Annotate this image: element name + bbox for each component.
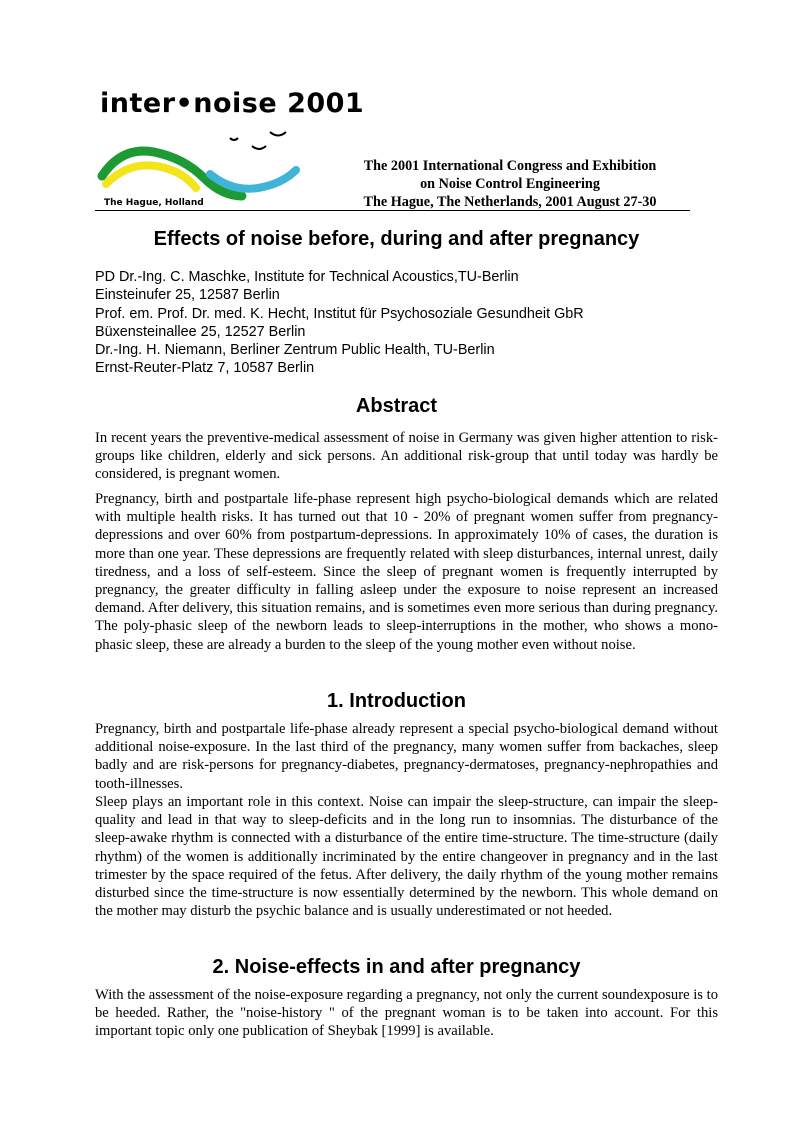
- abstract-paragraph-1: In recent years the preventive-medical assessment of noise in Germany was given higher attention to risk-groups like children, elderly and sick persons. An additional risk-group that until today was hardly be considered, is pregnant women.: [95, 430, 718, 483]
- header-divider: [95, 210, 690, 211]
- abstract-paragraph-2: Pregnancy, birth and postpartale life-phase represent high psycho-biological demands which are related with multiple health risks. It has turned out that 10 - 20% of pregnant women suffer from pregnancy-depressions and over 60% from postpartum-depressions. In approximately 10% of cases, the duration is more than one year. These depressions are frequently related with sleep disturbances, internal unrest, daily tiredness, and a loss of self-esteem. Since the sleep of pregnant women is frequently interrupted by pregnancy, the greater difficulty in falling asleep under the exposure to noise represent an increased demand. After delivery, this situation remains, and is sometimes even more serious than during pregnancy. The poly-phasic sleep of the newborn leads to sleep-interruptions in the mother, who shows a mono-phasic sleep, these are already a burden to the sleep of the young mother even without noise.: [95, 491, 718, 653]
- introduction-paragraph-1: Pregnancy, birth and postpartale life-phase already represent a special psycho-biological demand without additional noise-exposure. In the last third of the pregnancy, many women suffer from backaches, sleep badly and are risk-persons for pregnancy-diabetes, pregnancy-dermatoses, pregnancy-nephropathies and tooth-illnesses.: [95, 721, 718, 792]
- wave-logo-icon: [92, 126, 324, 206]
- section-2-heading: 2. Noise-effects in and after pregnancy: [212, 956, 581, 978]
- author-block: [95, 268, 715, 378]
- section-2-paragraph-1: With the assessment of the noise-exposure regarding a pregnancy, not only the current soundexposure is to be heeded. Rather, the "noise-history " of the pregnant woman is to be taken into account. For this important topic only one publication of Sheybak [1999] is available.: [95, 987, 718, 1040]
- author-line: PD Dr.-Ing. C. Maschke, Institute for Technical Acoustics,TU-Berlin: [95, 269, 519, 285]
- logo-title: inter•noise 2001: [100, 88, 365, 119]
- author-line: Einsteinufer 25, 12587 Berlin: [95, 287, 280, 304]
- paper-title: Effects of noise before, during and after pregnancy: [153, 228, 640, 250]
- conference-info: [338, 157, 682, 211]
- introduction-paragraph-2: Sleep plays an important role in this context. Noise can impair the sleep-structure, can impair the sleep-quality and lead in that way to sleep-deficits and in the long run to insomnias. The disturbance of the sleep-awake rhythm is connected with a disturbance of the entire time-structure. The time-structure (daily rhythm) of the women is additionally incriminated by the entire changeover in pregnancy and in the last trimester by the space required of the fetus. After delivery, the daily rhythm of the young mother remains disturbed since the time-structure is now essentially determined by the newborn. This whole demand on the mother may disturb the psychic balance and is usually underestimated or not heeded.: [95, 794, 718, 920]
- conference-logo: [92, 88, 365, 214]
- author-line: Büxensteinallee 25, 12527 Berlin: [95, 323, 306, 340]
- conference-line-1: The 2001 International Congress and Exhibition: [363, 158, 657, 174]
- author-line: Prof. em. Prof. Dr. med. K. Hecht, Institut für Psychosoziale Gesundheit GbR: [95, 305, 584, 322]
- logo-tagline: The Hague, Holland: [104, 198, 204, 208]
- conference-line-2: on Noise Control Engineering: [420, 176, 600, 192]
- author-line: Ernst-Reuter-Platz 7, 10587 Berlin: [95, 360, 315, 377]
- conference-line-3: The Hague, The Netherlands, 2001 August 27-30: [363, 194, 657, 210]
- author-line: Dr.-Ing. H. Niemann, Berliner Zentrum Public Health, TU-Berlin: [95, 342, 495, 359]
- abstract-heading: Abstract: [355, 395, 438, 417]
- introduction-heading: 1. Introduction: [327, 690, 466, 712]
